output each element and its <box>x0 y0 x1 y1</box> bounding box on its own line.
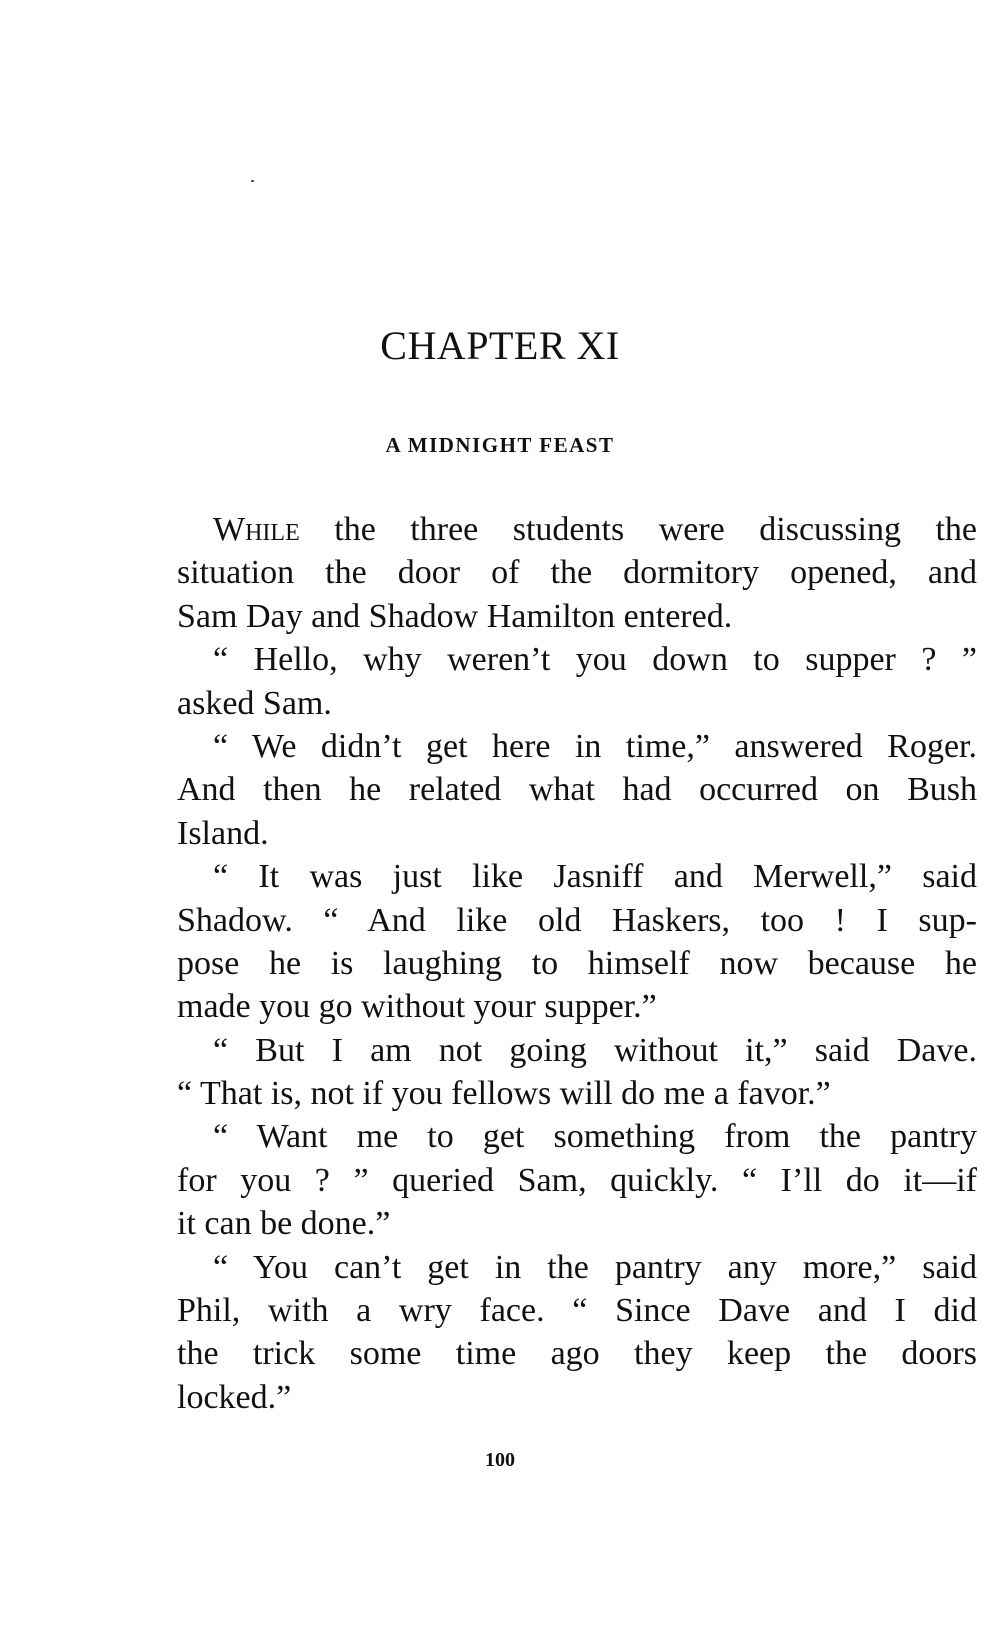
line-text: “ But I am not going without it,” said Dave. <box>213 1031 977 1069</box>
line-text: “ Want me to get something from the pantry <box>213 1118 977 1156</box>
text-line <box>177 1289 977 1332</box>
line-text: Shadow. “ And like old Haskers, too ! I sup- <box>177 901 977 939</box>
line-text: “ It was just like Jasniff and Merwell,” said <box>213 858 977 896</box>
line-text: locked.” <box>177 1378 292 1416</box>
line-text: asked Sam. <box>177 684 332 722</box>
line-text: “ We didn’t get here in time,” answered Roger. <box>213 727 977 765</box>
line-text: made you go without your supper.” <box>177 988 657 1026</box>
text-line <box>177 508 977 551</box>
text-line <box>177 1332 977 1375</box>
opening-word: While <box>213 511 300 548</box>
line-text: And then he related what had occurred on Bush <box>177 771 977 809</box>
text-line <box>177 1072 977 1115</box>
body-text <box>177 508 977 1419</box>
text-line <box>177 682 977 725</box>
line-text: it can be done.” <box>177 1205 391 1243</box>
line-text: the three students were discussing the <box>299 511 977 548</box>
chapter-subtitle: A MIDNIGHT FEAST <box>385 433 615 457</box>
text-line <box>177 1029 977 1072</box>
line-text: situation the door of the dormitory opened, and <box>177 554 977 592</box>
line-text: pose he is laughing to himself now because he <box>177 944 977 982</box>
text-line <box>177 768 977 811</box>
text-line <box>177 551 977 594</box>
line-text: “ Hello, why weren’t you down to supper ? ” <box>213 641 977 679</box>
page-number: 100 <box>485 1449 515 1471</box>
line-text: “ You can’t get in the pantry any more,” said <box>213 1248 977 1286</box>
text-line <box>177 1159 977 1202</box>
text-line <box>177 1376 977 1419</box>
line-text: Sam Day and Shadow Hamilton entered. <box>177 597 733 635</box>
text-line <box>177 985 977 1028</box>
text-line <box>177 942 977 985</box>
line-text: the trick some time ago they keep the doors <box>177 1335 977 1373</box>
text-line <box>177 725 977 768</box>
text-line <box>177 1246 977 1289</box>
line-text: Phil, with a wry face. “ Since Dave and I did <box>177 1292 977 1330</box>
text-line <box>177 855 977 898</box>
text-line <box>177 595 977 638</box>
text-line <box>177 812 977 855</box>
text-line <box>177 899 977 942</box>
line-text: for you ? ” queried Sam, quickly. “ I’ll do it—if <box>177 1161 977 1199</box>
chapter-heading: CHAPTER XI <box>380 323 620 368</box>
text-line <box>177 638 977 681</box>
line-text: “ That is, not if you fellows will do me a favor.” <box>177 1075 831 1113</box>
line-text: Island. <box>177 814 269 852</box>
stray-ink-mark <box>251 180 254 182</box>
text-line <box>177 1202 977 1245</box>
text-line <box>177 1115 977 1158</box>
